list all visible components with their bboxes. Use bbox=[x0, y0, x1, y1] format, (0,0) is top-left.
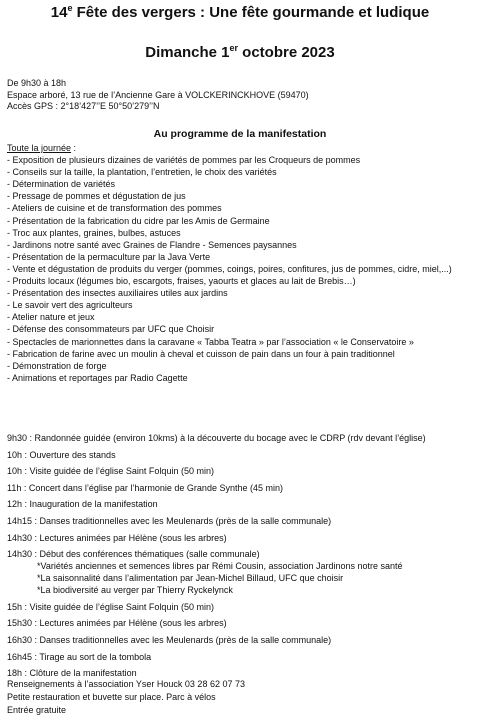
conference-item: *Variétés anciennes et semences libres par Rémi Cousin, association Jardinons notre santé bbox=[37, 561, 403, 572]
list-item: - Présentation de la fabrication du cidre par les Amis de Germaine bbox=[7, 215, 270, 226]
event-address: Espace arboré, 13 rue de l’Ancienne Gare à VOLCKERINCKHOVE (59470) bbox=[7, 89, 309, 100]
list-item: - Présentation de la permaculture par la Java Verte bbox=[7, 251, 211, 262]
schedule-item: 10h : Ouverture des stands bbox=[7, 449, 116, 460]
event-info bbox=[7, 78, 309, 113]
date-prefix: Dimanche 1 bbox=[145, 44, 230, 61]
schedule-item: 10h : Visite guidée de l’église Saint Folquin (50 min) bbox=[7, 466, 214, 477]
list-item: - Conseils sur la taille, la plantation, l’entretien, le choix des variétés bbox=[7, 167, 277, 178]
footer-info bbox=[7, 678, 245, 716]
list-item: - Atelier nature et jeux bbox=[7, 312, 95, 323]
list-item: - Animations et reportages par Radio Cagette bbox=[7, 372, 188, 383]
list-item: - Pressage de pommes et dégustation de jus bbox=[7, 191, 186, 202]
schedule-list bbox=[7, 432, 477, 684]
all-day-label: Toute la journée bbox=[7, 143, 72, 153]
date-superscript: er bbox=[229, 43, 238, 53]
list-item: - Démonstration de forge bbox=[7, 360, 107, 371]
all-day-list bbox=[7, 142, 477, 384]
schedule-item: 11h : Concert dans l’église par l’harmonie de Grande Synthe (45 min) bbox=[7, 482, 283, 493]
event-date bbox=[0, 44, 480, 62]
title-prefix: 14 bbox=[50, 4, 68, 21]
program-title: Au programme de la manifestation bbox=[153, 128, 327, 140]
date-text: octobre 2023 bbox=[238, 44, 335, 61]
page-title bbox=[0, 4, 480, 22]
list-item: - Défense des consommateurs par UFC que Choisir bbox=[7, 324, 215, 335]
schedule-item: 12h : Inauguration de la manifestation bbox=[7, 499, 158, 510]
all-day-heading bbox=[7, 142, 477, 154]
contact-info: Renseignements à l’association Yser Houck 03 28 62 07 73 bbox=[7, 679, 245, 689]
conference-block bbox=[7, 548, 477, 596]
list-item: - Le savoir vert des agriculteurs bbox=[7, 300, 133, 311]
event-hours: De 9h30 à 18h bbox=[7, 78, 67, 88]
schedule-item: 14h15 : Danses traditionnelles avec les Meulenards (près de la salle communale) bbox=[7, 515, 332, 526]
conference-item: *La biodiversité au verger par Thierry Ryckelynck bbox=[37, 585, 233, 596]
conference-item: *La saisonnalité dans l’alimentation par Jean-Michel Billaud, UFC que choisir bbox=[37, 573, 344, 584]
event-gps: Accès GPS : 2°18’427’’E 50°50’279’’N bbox=[7, 101, 160, 112]
title-superscript: e bbox=[67, 3, 73, 13]
list-item: - Exposition de plusieurs dizaines de variétés de pommes par les Croqueurs de pommes bbox=[7, 155, 361, 166]
food-info: Petite restauration et buvette sur place. Parc à vélos bbox=[7, 691, 216, 702]
list-item: - Vente et dégustation de produits du verger (pommes, coings, poires, confitures, jus de pommes, cidre, miel,...) bbox=[7, 263, 452, 274]
list-item: - Spectacles de marionnettes dans la caravane « Tabba Teatra » par l’association « le Conservatoire » bbox=[7, 336, 414, 347]
schedule-item: 14h30 : Début des conférences thématiques (salle communale) bbox=[7, 549, 260, 560]
title-text: Fête des vergers : Une fête gourmande et ludique bbox=[72, 4, 430, 21]
entry-info: Entrée gratuite bbox=[7, 704, 67, 715]
schedule-item: 15h : Visite guidée de l’église Saint Folquin (50 min) bbox=[7, 601, 214, 612]
schedule-item: 9h30 : Randonnée guidée (environ 10kms) à la découverte du bocage avec le CDRP (rdv devant l’église) bbox=[7, 433, 426, 443]
schedule-item: 14h30 : Lectures animées par Hélène (sous les arbres) bbox=[7, 532, 227, 543]
schedule-item: 15h30 : Lectures animées par Hélène (sous les arbres) bbox=[7, 618, 227, 629]
list-item: - Détermination de variétés bbox=[7, 179, 116, 190]
list-item: - Ateliers de cuisine et de transformation des pommes bbox=[7, 203, 222, 214]
list-item: - Jardinons notre santé avec Graines de Flandre - Semences paysannes bbox=[7, 239, 297, 250]
list-item: - Produits locaux (légumes bio, escargots, fraises, yaourts et glaces au lait de Brebis…) bbox=[7, 276, 356, 287]
schedule-item: 16h45 : Tirage au sort de la tombola bbox=[7, 651, 152, 662]
schedule-item: 16h30 : Danses traditionnelles avec les Meulenards (près de la salle communale) bbox=[7, 634, 332, 645]
list-item: - Fabrication de farine avec un moulin à cheval et cuisson de pain dans un four à pain traditionnel bbox=[7, 348, 395, 359]
all-day-suffix: : bbox=[71, 143, 77, 153]
list-item: - Troc aux plantes, graines, bulbes, astuces bbox=[7, 227, 181, 238]
list-item: - Présentation des insectes auxiliaires utiles aux jardins bbox=[7, 288, 228, 299]
schedule-item: 18h : Clôture de la manifestation bbox=[7, 668, 137, 679]
